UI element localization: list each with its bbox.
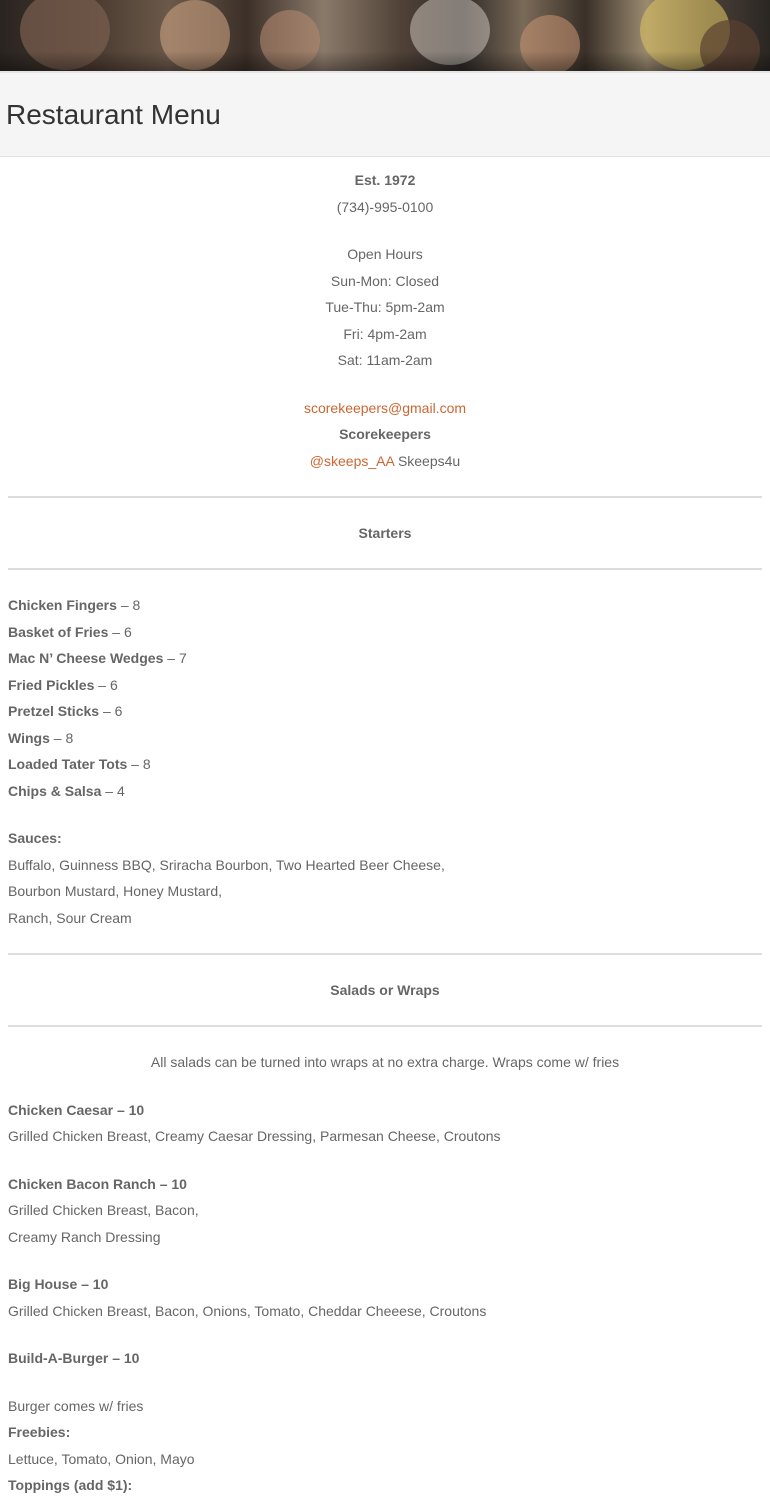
info-block [8,157,762,474]
hours-line: Fri: 4pm-2am [343,325,427,342]
salad-description: Creamy Ranch Dressing [8,1228,161,1245]
list-item: Loaded Tater Tots – 8 [8,756,151,772]
sauces-line: Ranch, Sour Cream [8,909,132,926]
facebook-name: Scorekeepers [339,426,431,442]
salad-item [8,1271,762,1324]
twitter-link[interactable]: @skeeps_AA [309,452,395,469]
salad-name: Big House – 10 [8,1276,109,1292]
hero-banner-image [0,0,770,71]
list-item: Mac N’ Cheese Wedges – 7 [8,650,187,666]
hours-line: Sat: 11am-2am [337,352,433,368]
salad-description: Grilled Chicken Breast, Creamy Caesar Dressing, Parmesan Cheese, Croutons [8,1128,501,1144]
established: Est. 1972 [354,172,416,188]
list-item: Chicken Fingers – 8 [8,597,141,613]
list-item: Wings – 8 [8,729,74,746]
freebies-label: Freebies: [8,1424,71,1440]
hours-line: Tue-Thu: 5pm-2am [325,299,445,315]
list-item: Basket of Fries – 6 [8,623,132,640]
salad-description: Grilled Chicken Breast, Bacon, [8,1202,199,1218]
sauces-line: Bourbon Mustard, Honey Mustard, [8,883,222,899]
burger-block [8,1345,762,1499]
page-header [0,71,770,157]
salad-description: Grilled Chicken Breast, Bacon, Onions, Tomato, Cheddar Cheeese, Croutons [8,1302,487,1319]
hours-title: Open Hours [347,246,423,262]
phone-number: (734)-995-0100 [336,198,434,215]
page-title: Restaurant Menu [6,99,221,130]
sauces-label: Sauces: [8,830,62,846]
hours-line: Sun-Mon: Closed [330,272,440,289]
toppings-label: Toppings (add $1): [8,1477,133,1493]
sauces-line: Buffalo, Guinness BBQ, Sriracha Bourbon, Two Hearted Beer Cheese, [8,856,445,873]
email-link[interactable]: scorekeepers@gmail.com [303,399,467,416]
burger-note: Burger comes w/ fries [8,1397,144,1414]
list-item: Fried Pickles – 6 [8,676,118,693]
salads-note: All salads can be turned into wraps at no extra charge. Wraps come w/ fries [150,1054,620,1070]
section-title-salads: Salads or Wraps [330,982,440,998]
starters-list [8,592,762,804]
wifi-password: Skeeps4u [397,452,461,469]
menu-content [0,157,770,1499]
burger-title: Build-A-Burger – 10 [8,1350,140,1366]
section-title-starters: Starters [358,525,412,541]
list-item: Chips & Salsa – 4 [8,782,125,799]
list-item: Pretzel Sticks – 6 [8,703,123,719]
salad-name: Chicken Bacon Ranch – 10 [8,1175,187,1192]
freebies-list: Lettuce, Tomato, Onion, Mayo [8,1450,195,1467]
salad-item [8,1171,762,1251]
salad-name: Chicken Caesar – 10 [8,1101,145,1118]
sauces-block [8,825,762,931]
salad-item [8,1097,762,1150]
